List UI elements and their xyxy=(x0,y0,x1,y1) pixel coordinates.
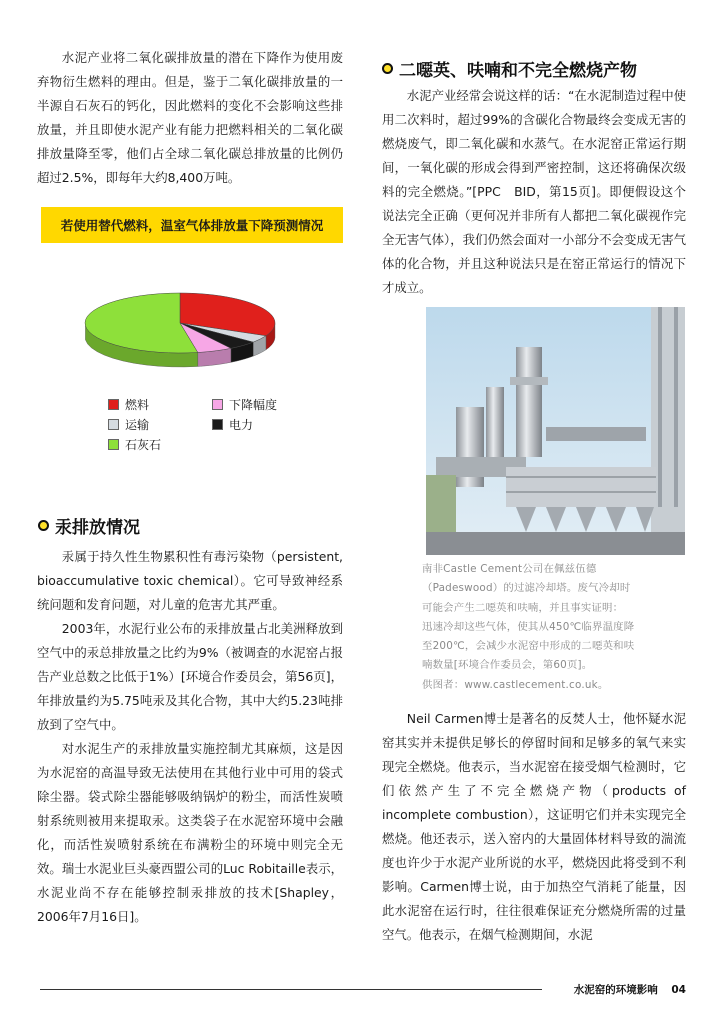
legend-label: 石灰石 xyxy=(125,438,162,452)
legend-swatch xyxy=(108,399,119,410)
legend-label: 燃料 xyxy=(125,398,150,412)
bullet-icon xyxy=(382,63,393,74)
dioxin-paragraph-2: Neil Carmen博士是著名的反焚人士，他怀疑水泥窑其实并未提供足够长的停留时间和足够多的氧气来实现完全燃烧。他表示，当水泥窑在接受烟气检测时，它们依然产生了不完全燃烧产物（products of incomplete combustion），这证明它们并未实现完全燃烧。他还表示，送入窑内的大量固体材料导致的湍流度也许少于水泥产业所说的水平，燃烧因此将受到不利影响。Carmen博士说，由于加热空气消耗了能量，因此水泥窑在运行时，往往很难保证充分燃烧所需的过量空气。他表示，在烟气检测期间，水泥 xyxy=(382,711,686,942)
legend-item-limestone xyxy=(108,436,161,453)
legend-label: 下降幅度 xyxy=(229,398,278,412)
footer-title: 水泥窑的环境影响 xyxy=(573,984,658,996)
legend-swatch xyxy=(108,419,119,430)
pie-chart xyxy=(80,285,285,375)
caption-line: 可能会产生二噁英和呋喃，并且事实证明： xyxy=(422,601,624,614)
mercury-paragraph-1: 汞属于持久性生物累积性有毒污染物（persistent, bioaccumulative toxic chemical）。它可导致神经系统问题和发育问题，对儿童的危害尤其严重。 xyxy=(37,549,343,612)
mercury-paragraph-2: 2003年，水泥行业公布的汞排放量占北美洲释放到空气中的汞总排放量之比约为9%（被调查的水泥窑占报告产业总数之比低于1%）[环境合作委员会，第56页]，年排放量约为5.75吨汞及其化合物，其中大约5.23吨排放到了空气中。 xyxy=(37,621,343,732)
caption-line: 南非Castle Cement公司在佩兹伍德 xyxy=(422,563,597,575)
bullet-icon xyxy=(38,520,49,531)
caption-line: （Padeswood）的过滤冷却塔。废气冷却时 xyxy=(422,582,631,595)
legend-item-transport xyxy=(108,416,149,433)
legend-item-electricity xyxy=(212,416,253,433)
legend-swatch xyxy=(108,439,119,450)
page-number: 04 xyxy=(671,984,686,996)
chart-title-banner: 若使用替代燃料，温室气体排放量下降预测情况 xyxy=(41,207,343,243)
dioxin-heading xyxy=(382,56,637,81)
footer-divider xyxy=(40,989,542,990)
cooling-tower-photo xyxy=(426,307,685,555)
caption-line: 至200℃，会减少水泥窑中形成的二噁英和呋 xyxy=(422,640,635,653)
caption-line: 供图者：www.castlecement.co.uk。 xyxy=(422,678,609,691)
intro-paragraph: 水泥产业将二氧化碳排放量的潜在下降作为使用废弃物衍生燃料的理由。但是，鉴于二氧化碳排放量的一半源自石灰石的钙化，因此燃料的变化不会影响这些排放量，并且即使水泥产业有能力把燃料相关的二氧化碳排放量降至零，他们占全球二氧化碳总排放量的比例仍超过2.5%，即每年大约8,400万吨。 xyxy=(37,50,343,185)
footer xyxy=(564,982,686,997)
legend-item-fuel xyxy=(108,396,149,413)
intro-text-block xyxy=(37,46,343,190)
mercury-paragraph-3: 对水泥生产的汞排放量实施控制尤其麻烦，这是因为水泥窑的高温导致无法使用在其他行业中可用的袋式除尘器。袋式除尘器能够吸纳锅炉的粉尘，而活性炭喷射系统则被用来提取汞。这类袋子在水泥窑环境中会融化，而活性炭喷射系统在布满粉尘的环境中则完全无效。瑞士水泥业巨头豪西盟公司的Luc Robitaille表示，水泥业尚不存在能够控制汞排放的技术[Shapley，2006年7月16日]。 xyxy=(37,741,343,924)
caption-line: 迅速冷却这些气体，使其从450℃临界温度降 xyxy=(422,620,635,633)
dioxin-text-block xyxy=(382,84,686,300)
legend-item-reduction xyxy=(212,396,277,413)
carmen-text-block xyxy=(382,707,686,947)
legend-swatch xyxy=(212,399,223,410)
legend-label: 运输 xyxy=(125,418,150,432)
legend-swatch xyxy=(212,419,223,430)
mercury-text-block xyxy=(37,545,343,929)
dioxin-paragraph-1: 水泥产业经常会说这样的话：“在水泥制造过程中使用二次料时，超过99%的含碳化合物最终会变成无害的燃烧废气，即二氧化碳和水蒸气。在水泥窑正常运行期间，一氧化碳的形成会得到严密控制，这还将确保次级料的完全燃烧。”[PPC BID，第15页]。即便假设这个说法完全正确（更何况并非所有人都把二氧化碳视作完全无害气体），我们仍然会面对一小部分不会变成无害气体的化合物，并且这种说法只是在窑正常运行的情况下才成立。 xyxy=(382,88,686,295)
legend-label: 电力 xyxy=(229,418,254,432)
caption-line: 喃数量[环境合作委员会，第60页]。 xyxy=(422,659,593,672)
dioxin-heading-text: 二噁英、呋喃和不完全燃烧产物 xyxy=(399,61,637,81)
mercury-heading xyxy=(38,513,140,538)
mercury-heading-text: 汞排放情况 xyxy=(55,518,140,538)
photo-caption xyxy=(422,560,686,695)
